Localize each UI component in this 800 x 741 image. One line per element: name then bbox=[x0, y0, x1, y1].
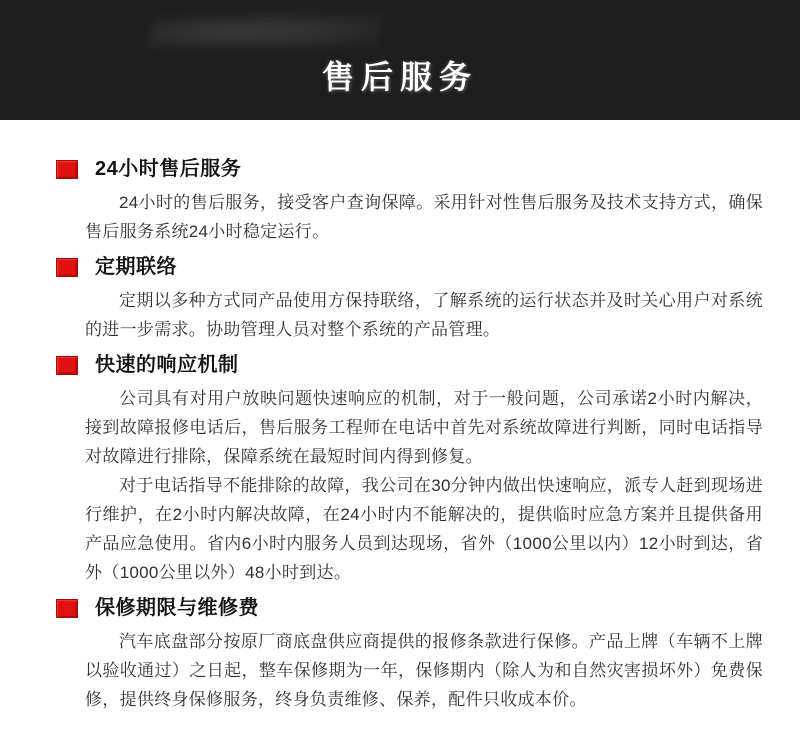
red-square-bullet-icon bbox=[56, 160, 78, 179]
section-fast-response bbox=[56, 354, 763, 587]
section-paragraph: 对于电话指导不能排除的故障，我公司在30分钟内做出快速响应，派专人赶到现场进行维护，在2小时内解决故障，在24小时内不能解决的，提供临时应急方案并且提供备用产品应急使用。省内6小时内服务人员到达现场，省外（1000公里以内）12小时到达，省外（1000公里以外）48小时到达。 bbox=[85, 476, 763, 582]
section-warranty bbox=[56, 597, 763, 714]
section-header bbox=[56, 597, 763, 619]
red-square-bullet-icon bbox=[56, 599, 78, 618]
section-heading: 24小时售后服务 bbox=[95, 158, 242, 180]
section-paragraph: 24小时的售后服务，接受客户查询保障。采用针对性售后服务及技术支持方式，确保售后服务系统24小时稳定运行。 bbox=[85, 193, 763, 241]
header-banner bbox=[0, 0, 800, 120]
section-paragraph: 公司具有对用户放映问题快速响应的机制，对于一般问题，公司承诺2小时内解决，接到故障报修电话后，售后服务工程师在电话中首先对系统故障进行判断，同时电话指导对故障进行排除，保障系统在最短时间内得到修复。 bbox=[85, 389, 763, 466]
section-24h-service bbox=[56, 158, 763, 246]
section-header bbox=[56, 354, 763, 376]
section-regular-contact bbox=[56, 256, 763, 344]
content-area bbox=[0, 120, 800, 714]
header-watermark bbox=[146, 12, 385, 54]
page-title: 售后服务 bbox=[321, 59, 478, 95]
red-square-bullet-icon bbox=[56, 356, 78, 375]
red-square-bullet-icon bbox=[56, 258, 78, 277]
section-paragraph: 定期以多种方式同产品使用方保持联络，了解系统的运行状态并及时关心用户对系统的进一步需求。协助管理人员对整个系统的产品管理。 bbox=[85, 291, 763, 339]
section-heading: 定期联络 bbox=[95, 256, 177, 278]
section-header bbox=[56, 256, 763, 278]
section-heading: 保修期限与维修费 bbox=[95, 597, 259, 619]
section-heading: 快速的响应机制 bbox=[95, 354, 239, 376]
section-header bbox=[56, 158, 763, 180]
section-paragraph: 汽车底盘部分按原厂商底盘供应商提供的报修条款进行保修。产品上牌（车辆不上牌以验收通过）之日起，整车保修期为一年，保修期内（除人为和自然灾害损坏外）免费保修，提供终身保修服务，终身负责维修、保养，配件只收成本价。 bbox=[85, 632, 763, 709]
